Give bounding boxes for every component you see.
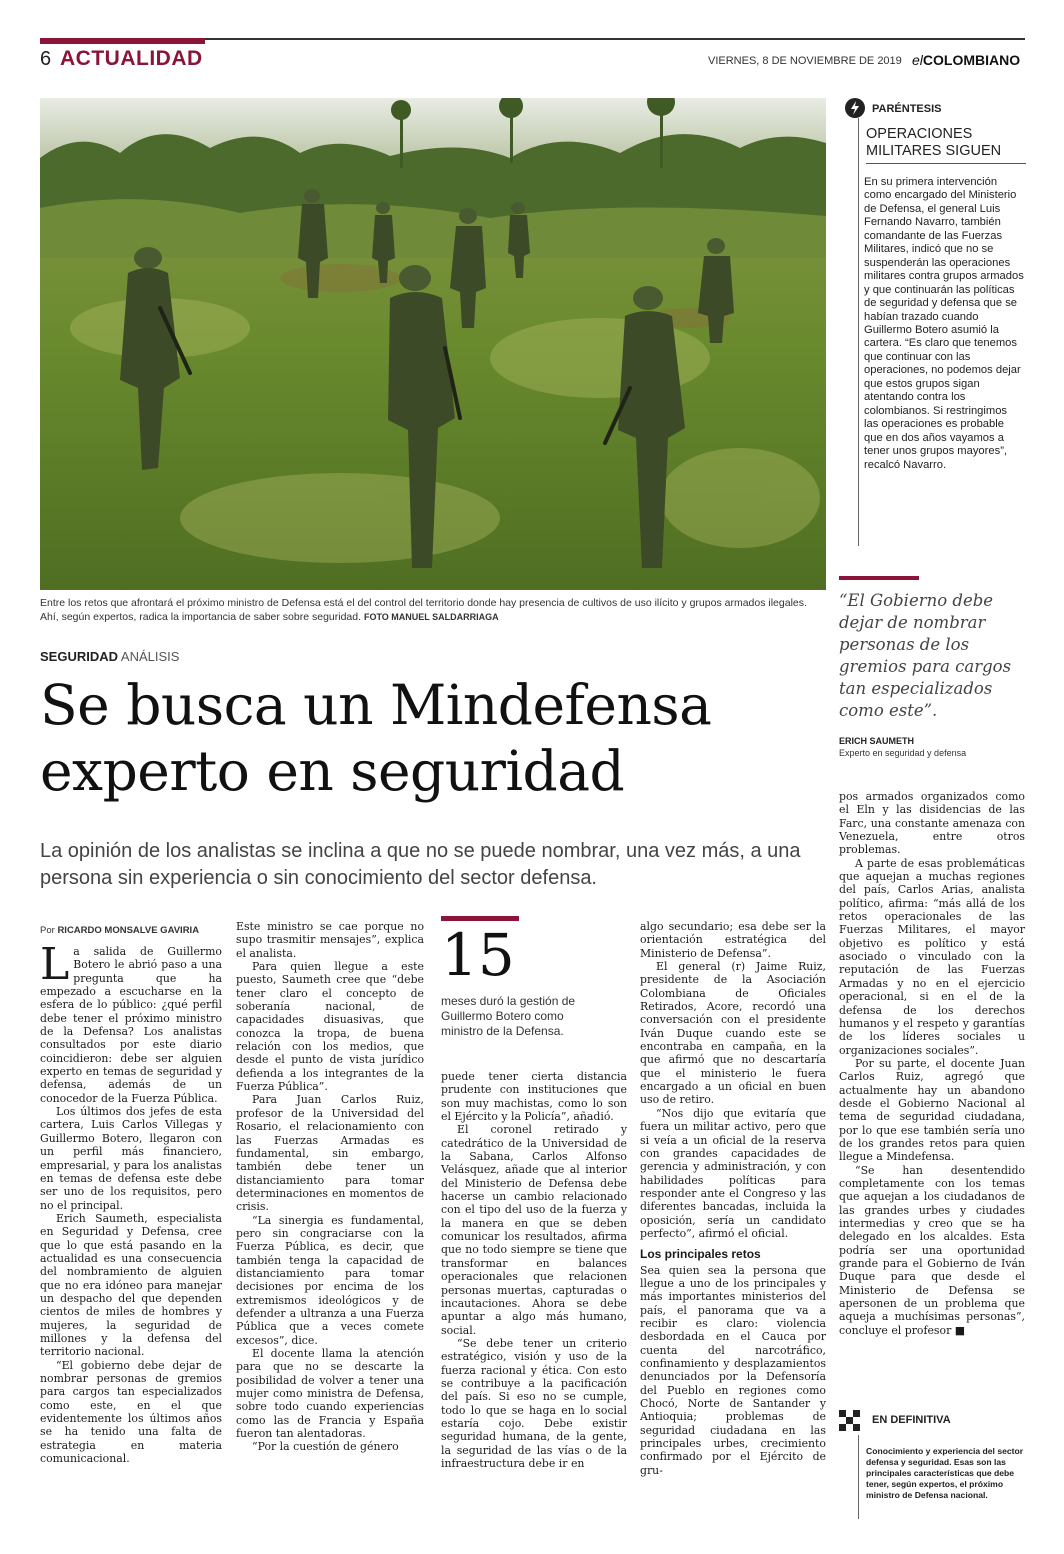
- factbox-text: meses duró la gestión de Guillermo Botero como ministro de la Defensa.: [441, 994, 576, 1038]
- page-number: 6: [40, 48, 52, 70]
- pull-quote: “El Gobierno debe dejar de nombrar personas de los gremios para cargos tan especializados como este”.: [839, 591, 1012, 720]
- newspaper-logo: [912, 52, 1020, 68]
- kicker-topic: SEGURIDAD: [40, 649, 119, 664]
- body-paragraph: “Por la cuestión de género: [252, 1440, 399, 1454]
- body-column-2: [236, 920, 424, 1454]
- body-paragraph: “Se han desentendido completamente con los temas que aquejan a los ciudadanos de las grandes urbes y ciudades intermedias y creo que se ha delegado en los alcaldes. Esta podría ser una oportunidad grande para el Gobierno de Iván Duque para que desde el Ministerio de Defensa se apersonen de un problema que aqueja a muchísimas personas”, concluye el profesor ■: [839, 1163, 1025, 1337]
- byline-author: RICARDO MONSALVE GAVIRIA: [57, 925, 200, 936]
- photo-credit: FOTO MANUEL SALDARRIAGA: [363, 612, 499, 622]
- paragraph-text: a salida de Guillermo Botero le abrió paso a una pregunta que ha empezado a escucharse en la esfera de lo público: ¿qué perfil debe tener el próximo ministro de la Defensa? Los analistas consultados por este diario coincidieron: debe ser alguien experto en temas de seguridad y defensa, además de un conocedor de la Fuerza Pública.: [40, 945, 222, 1105]
- quote-author-role: Experto en seguridad y defensa: [839, 748, 967, 758]
- body-paragraph: “Se debe tener un criterio estratégico, visión y uso de la fuerza racional y ética. Con esto se contribuye a la pacificación del país. Si eso no se cumple, todo lo que se haga en lo social estaría cojo. Debe existir seguridad humana, de la gente, la seguridad de las vías o de la infraestructura debe ir en: [441, 1336, 627, 1470]
- body-paragraph: algo secundario; esa debe ser la orientación estratégica del Ministerio de Defensa”.: [640, 920, 826, 960]
- body-paragraph: puede tener cierta distancia prudente con instituciones que son muy machistas, como lo son el Ejército y la Policía”, añadió.: [441, 1070, 627, 1124]
- body-paragraph: pos armados organizados como el Eln y las disidencias de las Farc, una constante amenaza con Venezuela, entre otros problemas.: [839, 790, 1025, 857]
- body-paragraph: El general (r) Jaime Ruiz, presidente de la Asociación Colombiana de Oficiales Retirados, Acore, recordó una conversación con el presidente Iván Duque cuando este se encontraba en campaña, en la que afirmó que no descartaría que el ministerio le fuera encargado a un oficial en buen uso de retiro.: [640, 960, 826, 1107]
- summary-label: EN DEFINITIVA: [872, 1414, 951, 1426]
- sidebar-title-rule: [866, 163, 1026, 164]
- sidebar-body: En su primera intervención como encargado del Ministerio de Defensa, el general Luis Fernando Navarro, también comandante de las Fuerzas Militares, indicó que no se suspenderán las operaciones militares contra grupos armados y que continuarán las políticas de seguridad y defensa que se habían trazado cuando Guillermo Botero asumió la cartera. “Es claro que tenemos que continuar con las operaciones, no podemos dejar que estos grupos sigan atentando contra los colombianos. Si restringimos las operaciones es probable que en dos años vayamos a tener unos grupos mayores”, recalcó Navarro.: [864, 176, 1024, 471]
- body-paragraph: El docente llama la atención para que no se descarte la posibilidad de volver a tener una mujer como ministra de Defensa, sobre todo cuando experiencias como las de Francia y España fueron tan alentadoras.: [236, 1347, 424, 1441]
- quote-accent-rule: [839, 576, 919, 580]
- issue-date: VIERNES, 8 DE NOVIEMBRE DE 2019: [708, 55, 902, 67]
- body-paragraph: A parte de esas problemáticas que aquejan a muchas regiones del país, Carlos Arias, analista político, afirma: “más allá de los retos operacionales de las Fuerzas Militares, el mayor objetivo es político y está asociado o vinculado con la reputación de las Fuerzas Armadas y no en el ejercicio operacional, si en el de la defensa de los derechos humanos y el respeto y garantías de los líderes sociales u organizaciones sociales”.: [839, 856, 1025, 1057]
- body-paragraph: Erich Saumeth, especialista en Seguridad y Defensa, cree que lo que está pasando en la actualidad es una consecuencia del nombramiento de alguien que no era idóneo para manejar un despacho del que dependen cientos de miles de hombres y mujeres, la seguridad de millones y la defensa del territorio nacional.: [40, 1211, 222, 1359]
- body-paragraph: Para Juan Carlos Ruiz, profesor de la Universidad del Rosario, el relacionamiento con las Fuerzas Armadas es fundamental, sin embargo, también debe tener un distanciamiento para tomar determinaciones en momentos de crisis.: [236, 1093, 424, 1214]
- body-paragraph: Para quien llegue a este puesto, Saumeth cree que “debe tener claro el concepto de soberanía nacional, de capacidades disuasivas, que conozca la tropa, de buena relación con los medios, que desde el punto de vista jurídico defienda a los integrantes de la Fuerza Pública”.: [236, 960, 424, 1094]
- quote-author: ERICH SAUMETH: [839, 736, 915, 746]
- summary-icon: [839, 1410, 861, 1432]
- drop-cap: L: [40, 939, 70, 990]
- section-accent-bar: [40, 38, 205, 44]
- sidebar-title: OPERACIONES MILITARES SIGUEN: [866, 126, 1002, 159]
- article-headline: [40, 672, 830, 804]
- body-paragraph: Este ministro se cae porque no supo trasmitir mensajes”, explica el analista.: [236, 920, 424, 960]
- photo-caption: [40, 596, 826, 624]
- headline-line-1: Se busca un Mindefensa: [40, 673, 712, 737]
- parenthesis-icon: [845, 98, 865, 118]
- kicker-genre: ANÁLISIS: [120, 649, 180, 664]
- article-kicker: [40, 649, 179, 664]
- caption-text: Entre los retos que afrontará el próximo ministro de Defensa está el del control del territorio donde hay presencia de cultivos de uso ilícito y grupos armados ilegales. Ahí, según expertos, radica la importancia de saber sobre seguridad.: [40, 597, 807, 623]
- sidebar-label: PARÉNTESIS: [872, 103, 942, 115]
- body-paragraph: Los últimos dos jefes de esta cartera, Luis Carlos Villegas y Guillermo Botero, llegaron con un perfil más financiero, empresarial, y para los analistas en temas de defensa este debe ser uno de los requisitos, pero no el principal.: [40, 1105, 222, 1212]
- body-paragraph: Por su parte, el docente Juan Carlos Ruiz, agregó que actualmente hay un abandono desde el Gobierno Nacional al tema de seguridad ciudadana, por lo que ese también sería uno de los grandes retos para quien llegue a Mindefensa.: [839, 1056, 1025, 1164]
- headline-line-2: experto en seguridad: [40, 739, 625, 803]
- body-paragraph: Sea quien sea la persona que llegue a uno de los principales y más importantes ministerios del país, el panorama que va a recibir es claro: violencia desbordada en el Cauca por cuenta del narcotráfico, confinamiento y desplazamientos denunciados por la Defensoría del Pueblo en regiones como Chocó, Norte de Santander y Antioquia; problemas de seguridad ciudadana en las principales urbes, crecimiento confirmado por el Ejército de gru-: [640, 1263, 826, 1477]
- body-column-4: [640, 920, 826, 1477]
- article-photo: [40, 98, 826, 590]
- section-subhead: Los principales retos: [640, 1247, 761, 1262]
- body-paragraph: “Nos dijo que evitaría que fuera un militar activo, pero que si veía a un oficial de la reserva con grandes capacidades de gerencia y administración, y con habilidades políticas para responder ante el Congreso y las diferentes bancadas, incluida la oposición, sería un candidato perfecto”, afirmó el oficial.: [640, 1106, 826, 1240]
- byline-prefix: Por: [40, 925, 55, 936]
- body-column-3: [441, 1070, 627, 1470]
- section-label: ACTUALIDAD: [60, 47, 203, 70]
- logo-name: COLOMBIANO: [922, 52, 1021, 68]
- body-column-5: [839, 790, 1025, 1337]
- body-column-1: [40, 939, 222, 1466]
- factbox-number: 15: [441, 921, 515, 989]
- article-deck: La opinión de los analistas se inclina a que no se puede nombrar, una vez más, a una persona sin experiencia o sin conocimiento del sector defensa.: [40, 840, 801, 889]
- summary-text: Conocimiento y experiencia del sector defensa y seguridad. Esas son las principales características que debe tener, según expertos, el próximo ministro de Defensa nacional.: [866, 1446, 1024, 1500]
- body-paragraph: “El gobierno debe dejar de nombrar personas de gremios para cargos tan especializados como este, en el que evidentemente los últimos años se ha tenido una falta de estrategia en materia comunicacional.: [40, 1358, 222, 1466]
- body-paragraph: El coronel retirado y catedrático de la Universidad de la Sabana, Carlos Alfonso Velásquez, añade que al interior del Ministerio de Defensa debe hacerse un cambio relacionado con el tipo del uso de la fuerza y la manera en que se deben comunicar los resultados, afirma que no todo siempre se tiene que transformar en balances operacionales que relacionen personas muertas, capturadas o incautaciones. Ahora se debe apuntar a algo más humano, social.: [441, 1123, 627, 1337]
- logo-prefix: el: [912, 52, 923, 68]
- body-paragraph: “La sinergia es fundamental, pero sin congraciarse con la Fuerza Pública, es decir, que también tenga la capacidad de distanciamiento para tomar decisiones por encima de los extremismos ideológicos y de defender a ultranza a una Fuerza Pública que a veces comete excesos”, dice.: [236, 1213, 424, 1347]
- body-paragraph: [40, 939, 222, 1105]
- byline: [40, 925, 199, 936]
